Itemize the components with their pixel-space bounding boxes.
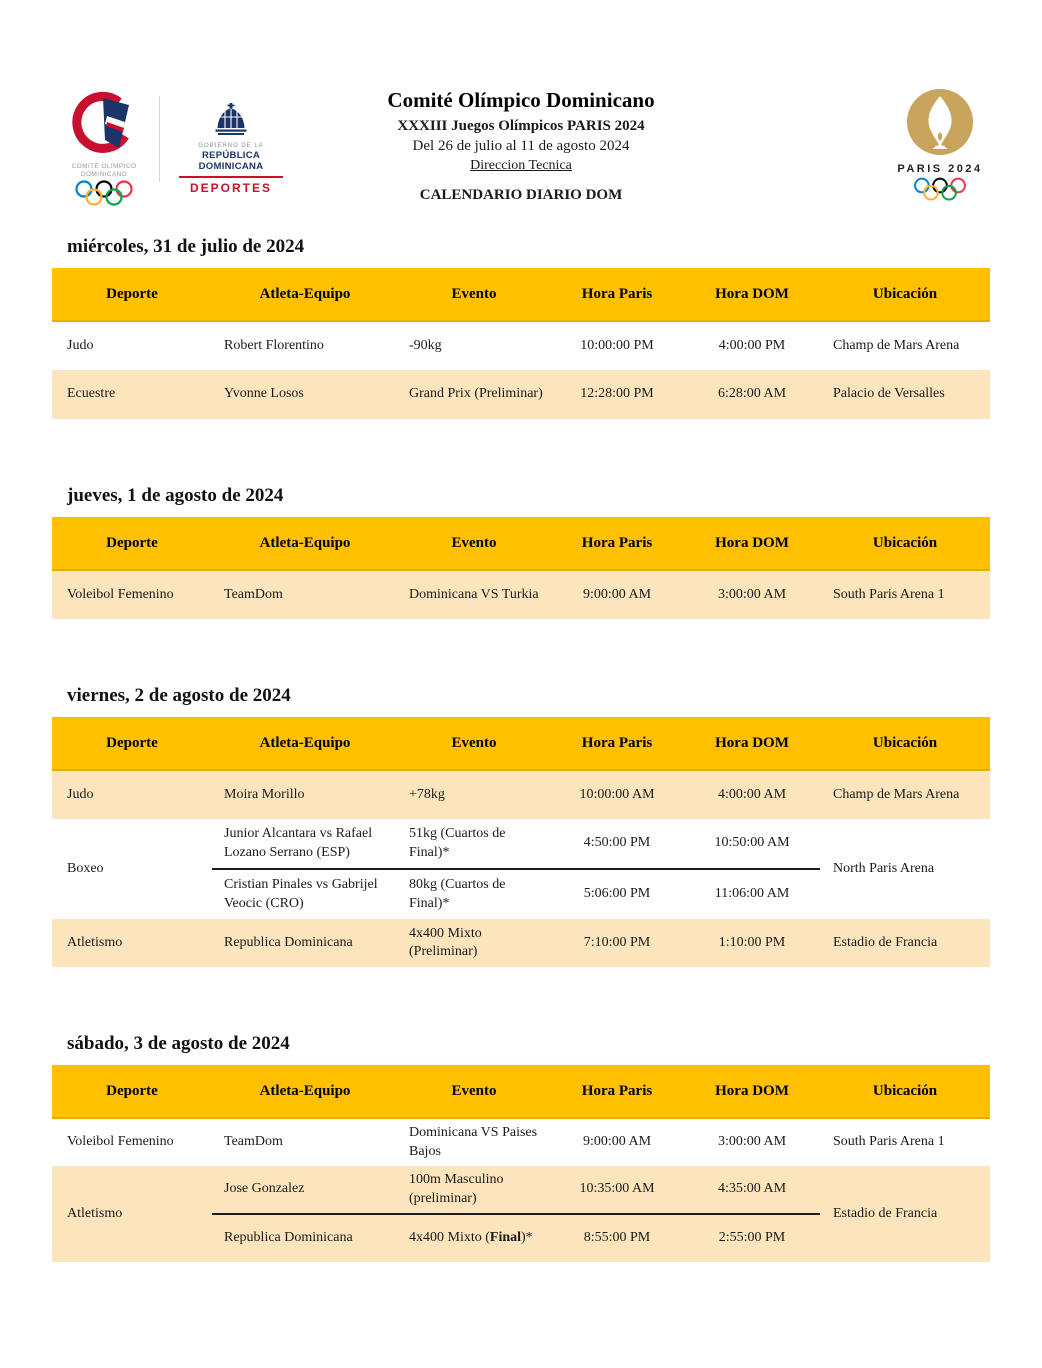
table-row (52, 321, 990, 370)
column-header-ubicacion: Ubicación (820, 268, 990, 321)
column-header-ubicacion: Ubicación (820, 1065, 990, 1118)
sport-cell: Voleibol Femenino (52, 1118, 212, 1166)
table-row (52, 370, 990, 419)
time-paris-cell: 10:00:00 AM (550, 770, 684, 819)
column-header-evento: Evento (398, 717, 550, 770)
column-header-evento: Evento (398, 1065, 550, 1118)
schedule-table (52, 717, 990, 967)
time-dom-cell: 1:10:00 PM (684, 919, 820, 967)
gov-logo-line3: DEPORTES (189, 181, 272, 195)
table-header-row (52, 1065, 990, 1118)
time-paris-cell: 10:00:00 PM (550, 321, 684, 370)
day-section-sabado (52, 1033, 990, 1262)
venue-cell: South Paris Arena 1 (820, 1118, 990, 1166)
time-paris-cell: 9:00:00 AM (550, 570, 684, 619)
column-header-hora-dom: Hora DOM (684, 717, 820, 770)
schedule-table (52, 1065, 990, 1262)
olympic-rings-icon (911, 177, 969, 203)
header-titles (0, 88, 1042, 204)
event-cell: Dominicana VS Turkia (398, 570, 550, 619)
column-header-atleta: Atleta-Equipo (212, 517, 398, 570)
event-cell: +78kg (398, 770, 550, 819)
athlete-cell: Moira Morillo (212, 770, 398, 819)
table-header-row (52, 268, 990, 321)
athlete-cell: Republica Dominicana (212, 919, 398, 967)
sport-cell: Voleibol Femenino (52, 570, 212, 619)
paris-2024-label: PARIS 2024 (897, 163, 983, 175)
date-heading: sábado, 3 de agosto de 2024 (67, 1033, 290, 1054)
time-dom-cell: 10:50:00 AM (684, 819, 820, 869)
time-paris-cell: 8:55:00 PM (550, 1214, 684, 1262)
column-header-atleta: Atleta-Equipo (212, 268, 398, 321)
sport-cell: Judo (52, 321, 212, 370)
day-section-viernes (52, 685, 990, 967)
athlete-cell: Junior Alcantara vs Rafael Lozano Serrano (ESP) (212, 819, 398, 869)
column-header-hora-paris: Hora Paris (550, 1065, 684, 1118)
time-dom-cell: 3:00:00 AM (684, 1118, 820, 1166)
venue-cell: Champ de Mars Arena (820, 321, 990, 370)
day-section-miercoles (52, 236, 990, 419)
time-dom-cell: 6:28:00 AM (684, 370, 820, 419)
column-header-hora-paris: Hora Paris (550, 517, 684, 570)
athlete-cell: TeamDom (212, 1118, 398, 1166)
table-row (52, 770, 990, 819)
time-paris-cell: 4:50:00 PM (550, 819, 684, 869)
event-cell: 4x400 Mixto (Preliminar) (398, 919, 550, 967)
event-cell: 100m Masculino (preliminar) (398, 1166, 550, 1214)
venue-cell: Champ de Mars Arena (820, 770, 990, 819)
sport-cell: Atletismo (52, 919, 212, 967)
athlete-cell: TeamDom (212, 570, 398, 619)
athlete-cell: Yvonne Losos (212, 370, 398, 419)
gov-logo-line1: GOBIERNO DE LA (198, 143, 264, 149)
table-row (52, 919, 990, 967)
calendar-title: CALENDARIO DIARIO DOM (419, 187, 623, 203)
table-row (52, 570, 990, 619)
page-title: Comité Olímpico Dominicano (387, 88, 655, 112)
event-cell: Dominicana VS Paises Bajos (398, 1118, 550, 1166)
schedule-table (52, 517, 990, 619)
document-header (0, 88, 1042, 210)
event-cell: 80kg (Cuartos de Final)* (398, 869, 550, 919)
athlete-cell: Jose Gonzalez (212, 1166, 398, 1214)
table-row (52, 1166, 990, 1214)
column-header-atleta: Atleta-Equipo (212, 717, 398, 770)
schedule-table (52, 268, 990, 419)
athlete-cell: Republica Dominicana (212, 1214, 398, 1262)
event-cell: Grand Prix (Preliminar) (398, 370, 550, 419)
date-heading: jueves, 1 de agosto de 2024 (67, 485, 284, 506)
table-row (52, 819, 990, 869)
time-dom-cell: 3:00:00 AM (684, 570, 820, 619)
sport-cell: Ecuestre (52, 370, 212, 419)
time-dom-cell: 2:55:00 PM (684, 1214, 820, 1262)
column-header-ubicacion: Ubicación (820, 517, 990, 570)
direccion-tecnica-link[interactable]: Direccion Tecnica (470, 158, 572, 173)
venue-cell: Estadio de Francia (820, 1166, 990, 1262)
athlete-cell: Robert Florentino (212, 321, 398, 370)
sport-cell: Judo (52, 770, 212, 819)
sport-cell: Boxeo (52, 819, 212, 919)
column-header-hora-dom: Hora DOM (684, 268, 820, 321)
column-header-deporte: Deporte (52, 517, 212, 570)
document-page (0, 88, 1042, 1368)
table-header-row (52, 717, 990, 770)
date-heading: miércoles, 31 de julio de 2024 (67, 236, 305, 257)
column-header-hora-paris: Hora Paris (550, 268, 684, 321)
time-paris-cell: 10:35:00 AM (550, 1166, 684, 1214)
column-header-evento: Evento (398, 268, 550, 321)
games-subtitle: XXXIII Juegos Olímpicos PARIS 2024 (397, 118, 645, 134)
event-cell: 51kg (Cuartos de Final)* (398, 819, 550, 869)
flame-icon (906, 88, 974, 156)
column-header-hora-paris: Hora Paris (550, 717, 684, 770)
time-dom-cell: 4:00:00 PM (684, 321, 820, 370)
table-row (52, 1118, 990, 1166)
column-header-deporte: Deporte (52, 1065, 212, 1118)
athlete-cell: Cristian Pinales vs Gabrijel Veocic (CRO) (212, 869, 398, 919)
column-header-hora-dom: Hora DOM (684, 1065, 820, 1118)
sport-cell: Atletismo (52, 1166, 212, 1262)
venue-cell: Palacio de Versalles (820, 370, 990, 419)
time-paris-cell: 12:28:00 PM (550, 370, 684, 419)
paris-2024-logo (890, 88, 990, 203)
column-header-ubicacion: Ubicación (820, 717, 990, 770)
column-header-deporte: Deporte (52, 268, 212, 321)
time-dom-cell: 4:00:00 AM (684, 770, 820, 819)
venue-cell: North Paris Arena (820, 819, 990, 919)
dates-subtitle: Del 26 de julio al 11 de agosto 2024 (412, 138, 630, 154)
venue-cell: Estadio de Francia (820, 919, 990, 967)
event-cell: -90kg (398, 321, 550, 370)
time-paris-cell: 5:06:00 PM (550, 869, 684, 919)
day-section-jueves (52, 485, 990, 619)
column-header-atleta: Atleta-Equipo (212, 1065, 398, 1118)
column-header-deporte: Deporte (52, 717, 212, 770)
gov-logo-line2: REPÚBLICA DOMINICANA (198, 150, 264, 172)
time-dom-cell: 4:35:00 AM (684, 1166, 820, 1214)
table-header-row (52, 517, 990, 570)
date-heading: viernes, 2 de agosto de 2024 (67, 685, 291, 706)
column-header-hora-dom: Hora DOM (684, 517, 820, 570)
event-cell: 4x400 Mixto (Final)* (398, 1214, 550, 1262)
column-header-evento: Evento (398, 517, 550, 570)
time-paris-cell: 9:00:00 AM (550, 1118, 684, 1166)
time-paris-cell: 7:10:00 PM (550, 919, 684, 967)
venue-cell: South Paris Arena 1 (820, 570, 990, 619)
cod-logo-caption: COMITÉ OLÍMPICO DOMINICANO (71, 163, 137, 178)
time-dom-cell: 11:06:00 AM (684, 869, 820, 919)
